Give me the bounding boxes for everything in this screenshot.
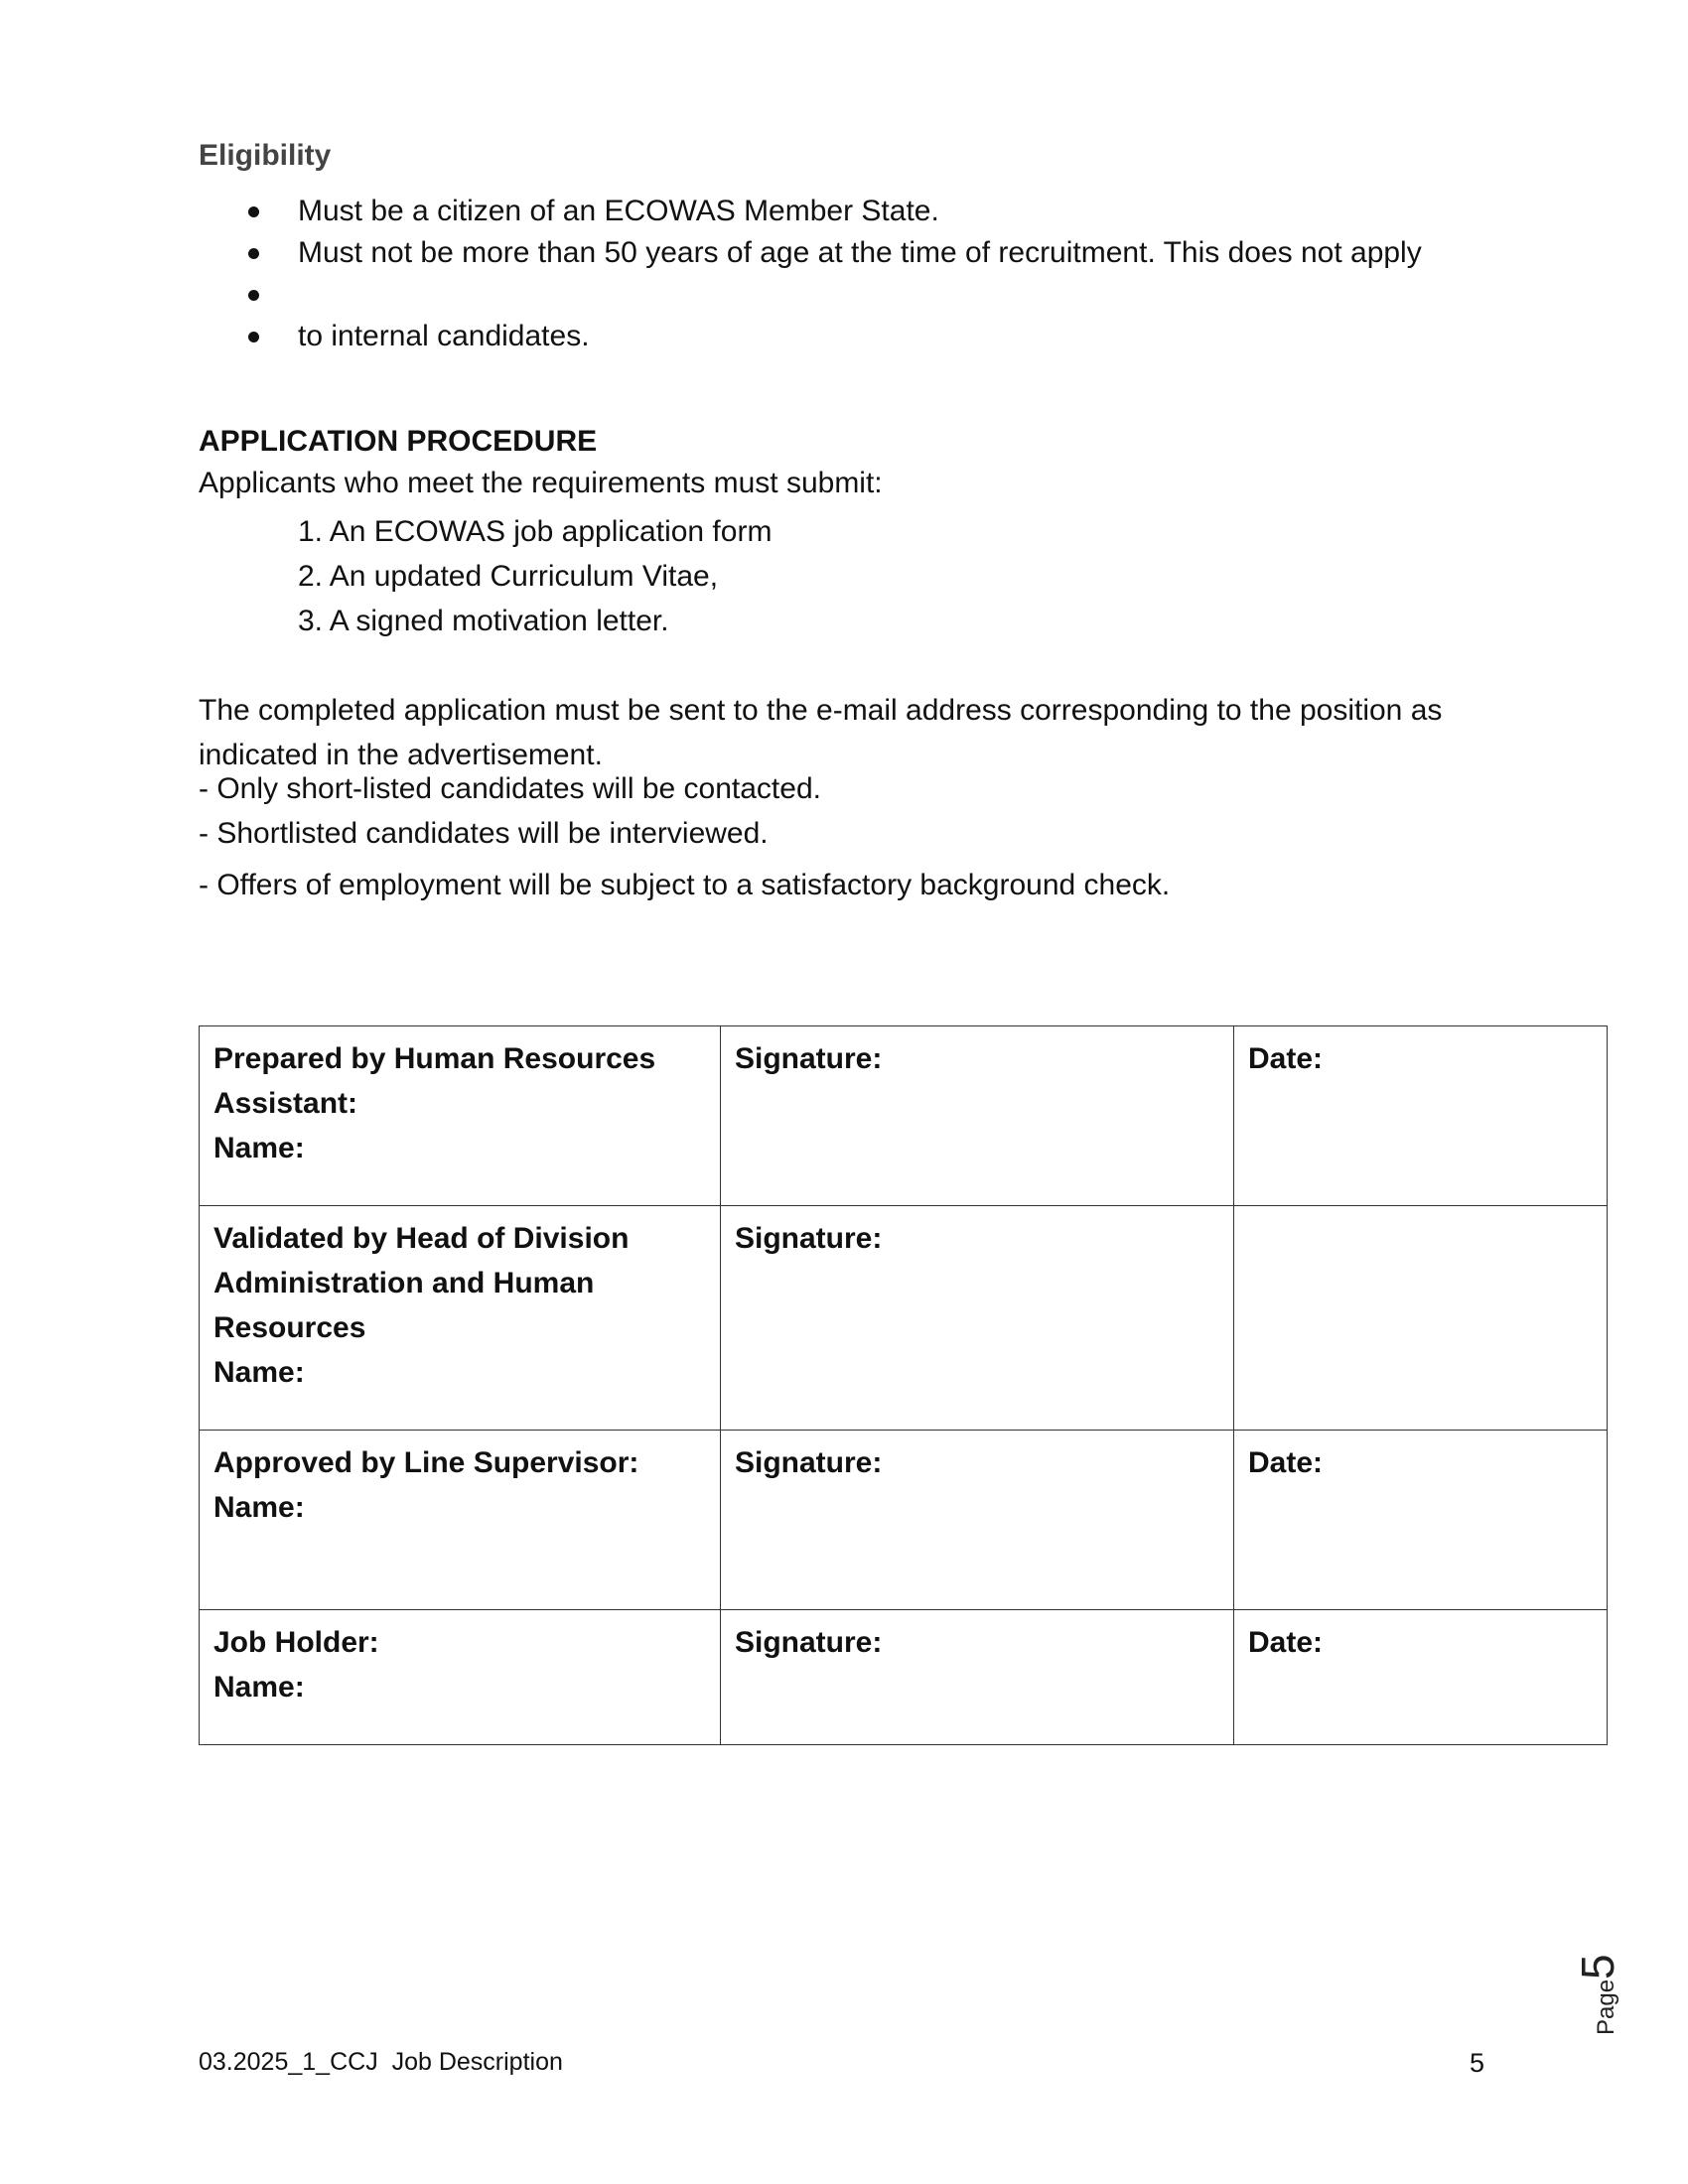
- date-label: Date:: [1248, 1446, 1324, 1479]
- eligibility-list: [199, 191, 1489, 357]
- signature-label: Signature:: [735, 1042, 883, 1075]
- submission-paragraph: The completed application must be sent to the e-mail address corresponding to the position as indicated in the advertisement.: [199, 694, 1443, 771]
- role-line: Administration and Human: [213, 1267, 595, 1299]
- role-cell: [200, 1431, 721, 1610]
- page-side-label-number: 5: [1572, 1954, 1623, 1979]
- procedure-note: - Offers of employment will be subject to a satisfactory background check.: [199, 869, 1171, 901]
- role-cell: [200, 1206, 721, 1431]
- role-cell: [200, 1610, 721, 1745]
- role-line: Approved by Line Supervisor:: [213, 1446, 639, 1479]
- signature-label: Signature:: [735, 1222, 883, 1255]
- eligibility-heading: Eligibility: [199, 139, 332, 172]
- role-line: Validated by Head of Division: [213, 1222, 630, 1255]
- signature-label: Signature:: [735, 1626, 883, 1659]
- eligibility-item: Must not be more than 50 years of age at the time of recruitment. This does not apply: [199, 232, 1489, 274]
- role-line: Resources: [213, 1311, 366, 1344]
- signature-cell: [721, 1610, 1234, 1745]
- date-cell: [1234, 1206, 1608, 1431]
- date-cell: [1234, 1026, 1608, 1206]
- signoff-row-validated: [200, 1206, 1608, 1431]
- signoff-table: [199, 1025, 1608, 1745]
- signature-cell: [721, 1026, 1234, 1206]
- required-documents-list: [298, 509, 772, 643]
- procedure-note: - Shortlisted candidates will be interviewed.: [199, 817, 769, 850]
- page-side-label-text: Page: [1593, 1979, 1619, 2035]
- role-cell: [200, 1026, 721, 1206]
- signoff-row-prepared: [200, 1026, 1608, 1206]
- required-document-item: 1. An ECOWAS job application form: [298, 515, 773, 548]
- page-side-label: [1571, 1916, 1630, 2035]
- role-line: Job Holder:: [213, 1626, 379, 1659]
- name-label: Name:: [213, 1132, 305, 1164]
- date-cell: [1234, 1431, 1608, 1610]
- signoff-row-job-holder: [200, 1610, 1608, 1745]
- role-line: Assistant:: [213, 1087, 358, 1120]
- signoff-row-approved: [200, 1431, 1608, 1610]
- eligibility-item: to internal candidates.: [199, 316, 1489, 357]
- application-procedure-intro: Applicants who meet the requirements must submit:: [199, 467, 883, 499]
- signature-cell: [721, 1431, 1234, 1610]
- date-label: Date:: [1248, 1626, 1324, 1659]
- role-line: Prepared by Human Resources: [213, 1042, 656, 1075]
- name-label: Name:: [213, 1491, 305, 1524]
- footer-page-number: 5: [1470, 2048, 1485, 2078]
- eligibility-item-empty: [199, 274, 1489, 316]
- date-cell: [1234, 1610, 1608, 1745]
- procedure-note: - Only short-listed candidates will be contacted.: [199, 772, 821, 805]
- name-label: Name:: [213, 1356, 305, 1389]
- eligibility-item: Must be a citizen of an ECOWAS Member State.: [199, 191, 1489, 232]
- required-document-item: 3. A signed motivation letter.: [298, 605, 669, 637]
- required-document-item: 2. An updated Curriculum Vitae,: [298, 560, 719, 593]
- signature-label: Signature:: [735, 1446, 883, 1479]
- footer-document-reference: 03.2025_1_CCJ Job Description: [199, 2048, 563, 2076]
- signature-cell: [721, 1206, 1234, 1431]
- date-label: Date:: [1248, 1042, 1324, 1075]
- name-label: Name:: [213, 1671, 305, 1704]
- application-procedure-heading: APPLICATION PROCEDURE: [199, 425, 598, 458]
